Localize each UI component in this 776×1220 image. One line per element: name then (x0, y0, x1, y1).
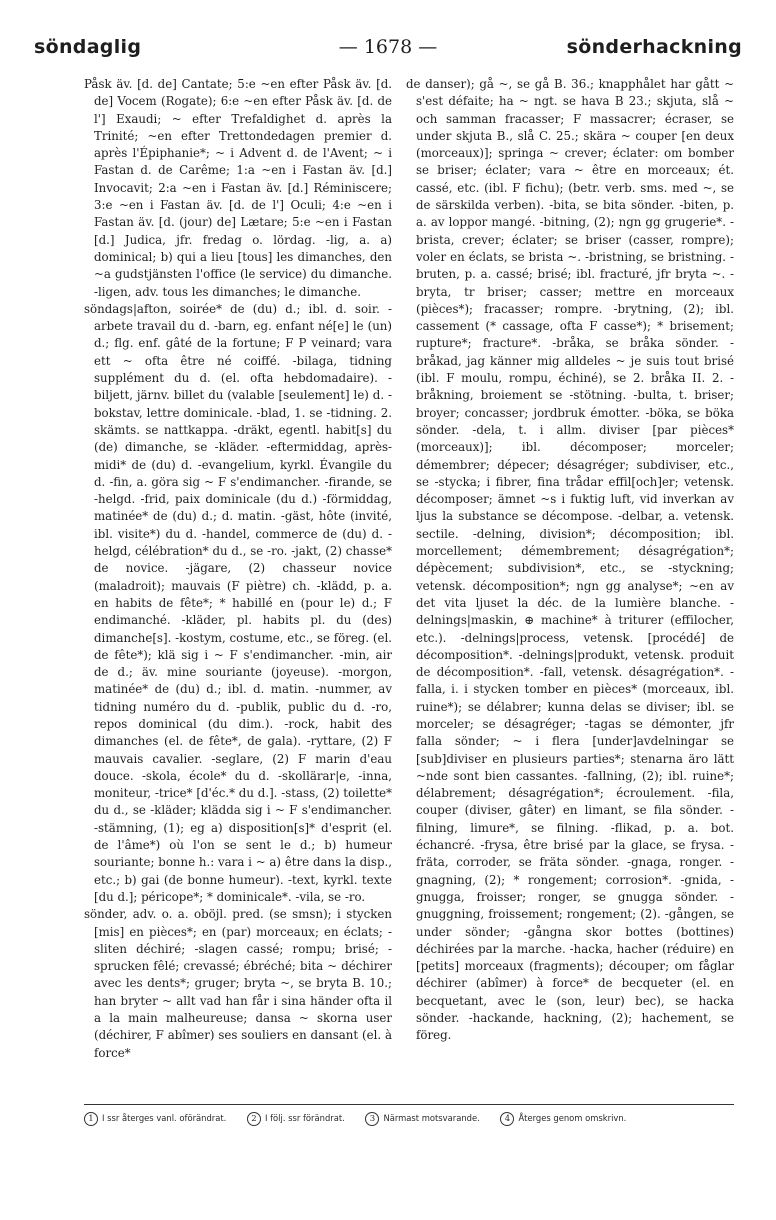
entry-paragraph: sönder, adv. o. a. oböjl. pred. (se smsn); i stycken [mis] en pièces*; en (par) morceaux; en éclats; -sliten déchiré; -slagen cassé; rompu; brisé; -sprucken fêlé; crevassé; ébréché; bita ~ déchirer avec les dents*; gruger; bryta ~, se bryta B. 10.; han bryter ~ allt vad han får i sina händer ofta il a la main malheureuse; dansa ~ skorna user (déchirer, F abîmer) ses souliers en dansant (el. à force* (84, 907, 392, 1060)
right-running-headword: sönderhackning (566, 36, 742, 58)
left-running-headword: söndaglig (34, 36, 142, 58)
footnote-text: Närmast motsvarande. (383, 1113, 480, 1123)
left-column (84, 76, 392, 1098)
page-number: — 1678 — (338, 36, 438, 58)
footnote-item (365, 1112, 479, 1126)
footnote-item (247, 1112, 345, 1126)
footnote-text: I följ. ssr förändrat. (264, 1113, 345, 1123)
page-header (34, 32, 742, 62)
footnote-item (84, 1112, 226, 1126)
footnote-divider (84, 1104, 734, 1105)
footnotes (84, 1112, 744, 1126)
footnote-mark: 3 (365, 1112, 379, 1126)
entry-paragraph: söndags|afton, soirée* de (du) d.; ibl. d. soir. -arbete travail du d. -barn, eg. enfant né[e] le (un) d.; flg. enf. gâté de la fortune; F P veinard; vara ett ~ ofta être né coiffé. -bilaga, tidning supplément du d. (el. ofta hebdomadaire). -biljett, järnv. billet du (valable [seulement] le) d. -bokstav, lettre dominicale. -blad, 1. se -tidning. 2. skämts. se nattkappa. -dräkt, egentl. habit[s] du (de) dimanche, se -kläder. -eftermiddag, après-midi* de (du) d. -evangelium, kyrkl. Évangile du d. -fin, a. göra sig ~ F s'endimancher. -firande, se -helgd. -frid, paix dominicale (du d.) -förmiddag, matinée* de (du) d.; d. matin. -gäst, hôte (invité, ibl. visite*) du d. -handel, commerce de (du) d. -helgd, célébration* du d., se -ro. -jakt, (2) chasse* de novice. -jägare, (2) chasseur novice (maladroit); mauvais (F piètre) ch. -klädd, p. a. en habits de fête*; * habillé en (pour le) d.; F endimanché. -kläder, pl. habits pl. du (des) dimanche[s]. -kostym, costume, etc., se föreg. (el. de fête*); klä sig i ~ F s'endimancher. -min, air de d.; äv. mine souriante (joyeuse). -morgon, matinée* de (du) d.; ibl. d. matin. -nummer, av tidning numéro du d. -publik, public du d. -ro, repos dominical (du dim.). -rock, habit des dimanches (el. de fête*, de gala). -ryttare, (2) F mauvais cavalier. -seglare, (2) F marin d'eau douce. -skola, école* du d. -skollärar|e, -inna, moniteur, -trice* [d'éc.* du d.]. -stass, (2) toilette* du d., se -kläder; klädda sig i ~ F s'endimancher. -stämning, (1); eg a) disposition[s]* d'esprit (el. de l'âme*) où l'on se sent le d.; b) humeur souriante; bonne h.: vara i ~ a) être dans la disp., etc.; b) gai (de bonne humeur). -text, kyrkl. texte [du d.]; péricope*; * dominicale*. -vila, se -ro. (84, 301, 392, 904)
footnote-mark: 4 (500, 1112, 514, 1126)
entry-paragraph: Påsk äv. [d. de] Cantate; 5:e ~en efter Påsk äv. [d. de] Vocem (Rogate); 6:e ~en efter Påsk äv. [d. de l'] Exaudi; ~ efter Trefaldighet d. après la Trinité; ~en efter Trettondedagen premier d. après l'Épiphanie*; ~ i Advent d. de l'Avent; ~ i Fastan d. de Carême; 1:a ~en i Fastan äv. [d.] Invocavit; 2:a ~en i Fastan äv. [d.] Réminiscere; 3:e ~en i Fastan äv. [d. de l'] Oculi; 4:e ~en i Fastan äv. [d. (jour) de] Lætare; 5:e ~en i Fastan [d.] Judica, jfr. fredag o. lördag. -lig, a. a) dominical; b) qui a lieu [tous] les dimanches, den ~a gudstjänsten l'office (le service) du dimanche. -ligen, adv. tous les dimanches; le dimanche. (84, 77, 392, 299)
footnote-text: I ssr återges vanl. oförändrat. (102, 1113, 227, 1123)
footnote-item (500, 1112, 626, 1126)
footnote-mark: 2 (247, 1112, 261, 1126)
footnote-mark: 1 (84, 1112, 98, 1126)
right-column (406, 76, 734, 1098)
footnote-text: Återges genom omskrivn. (518, 1113, 627, 1123)
entry-paragraph: de danser); gå ~, se gå B. 36.; knapphålet har gått ~ s'est défaite; ha ~ ngt. se hava B 23.; skjuta, slå ~ och samman fracasser; F massacrer; écraser, se under skjuta B., slå C. 25.; skära ~ couper [en deux (morceaux)]; springa ~ crever; éclater: om bomber se briser; éclater; vara ~ être en morceaux; ét. cassé, etc. (ibl. F fichu); (betr. verb. sms. med ~, se de särskilda verben). -bita, se bita sönder. -biten, p. a. av loppor mangé. -bitning, (2); ngn gg grugerie*. -brista, crever; éclater; se briser (casser, rompre); voler en éclats, se brista ~. -bristning, se bristning. -bruten, p. a. cassé; brisé; ibl. fracturé, jfr bryta ~. -bryta, tr briser; casser; mettre en morceaux (pièces*); fracasser; rompre. -brytning, (2); ibl. cassement (* cassage, ofta F casse*); * brisement; rupture*; fracture*. -bråka, se bråka sönder. -bråkad, jag känner mig alldeles ~ je suis tout brisé (ibl. F moulu, rompu, échiné), se 2. bråka II. 2. -bråkning, broiement se -stötning. -bulta, t. briser; broyer; concasser; jordbruk émotter. -böka, se böka sönder. -dela, t. i allm. diviser [par pièces* (morceaux)]; ibl. décomposer; morceler; démembrer; dépecer; désagréger; subdiviser, etc., se -stycka; i fibrer, fina trådar effil[och]er; vetensk. décomposer; ämnet ~s i fuktig luft, vid inverkan av ljus la substance se décompose. -delbar, a. vetensk. sectile. -delning, division*; décomposition; ibl. morcellement; démembrement; désagrégation*; dépècement; subdivision*, etc., se -styckning; vetensk. décomposition*; ngn gg analyse*; ~en av det vita ljuset la déc. de la lumière blanche. -delnings|maskin, ⊕ machine* à triturer (effilocher, etc.). -delnings|process, vetensk. [procédé] de décomposition*. -delnings|produkt, vetensk. produit de décomposition*. -fall, vetensk. désagrégation*. -falla, i. i stycken tomber en pièces* (morceaux, ibl. ruine*); se délabrer; kunna delas se diviser; ibl. se morceler; se désagréger; -tagas se démonter, jfr falla sönder; ~ i flera [under]avdelningar se [sub]diviser en plusieurs parties*; stenarna äro lätt ~nde sont bien cassantes. -fallning, (2); ibl. ruine*; délabrement; désagrégation*; écroulement. -fila, couper (diviser, gâter) en limant, se fila sönder. -filning, limure*, se filning. -flikad, p. a. bot. échancré. -frysa, être brisé par la glace, se frysa. -fräta, corroder, se fräta sönder. -gnaga, ronger. -gnagning, (2); * rongement; corrosion*. -gnida, -gnugga, froisser; ronger, se gnugga sönder. -gnuggning, froissement; rongement; (2). -gången, se under sönder; -gångna skor bottes (bottines) déchirées par la marche. -hacka, hacher (réduire) en [petits] morceaux (fragments); découper; om fåglar déchirer (abîmer) à force* de becqueter (el. en becquetant, avec le (son, leur) bec), se hacka sönder. -hackande, hackning, (2); hachement, se föreg. (406, 77, 734, 1043)
text-columns (0, 76, 776, 1098)
